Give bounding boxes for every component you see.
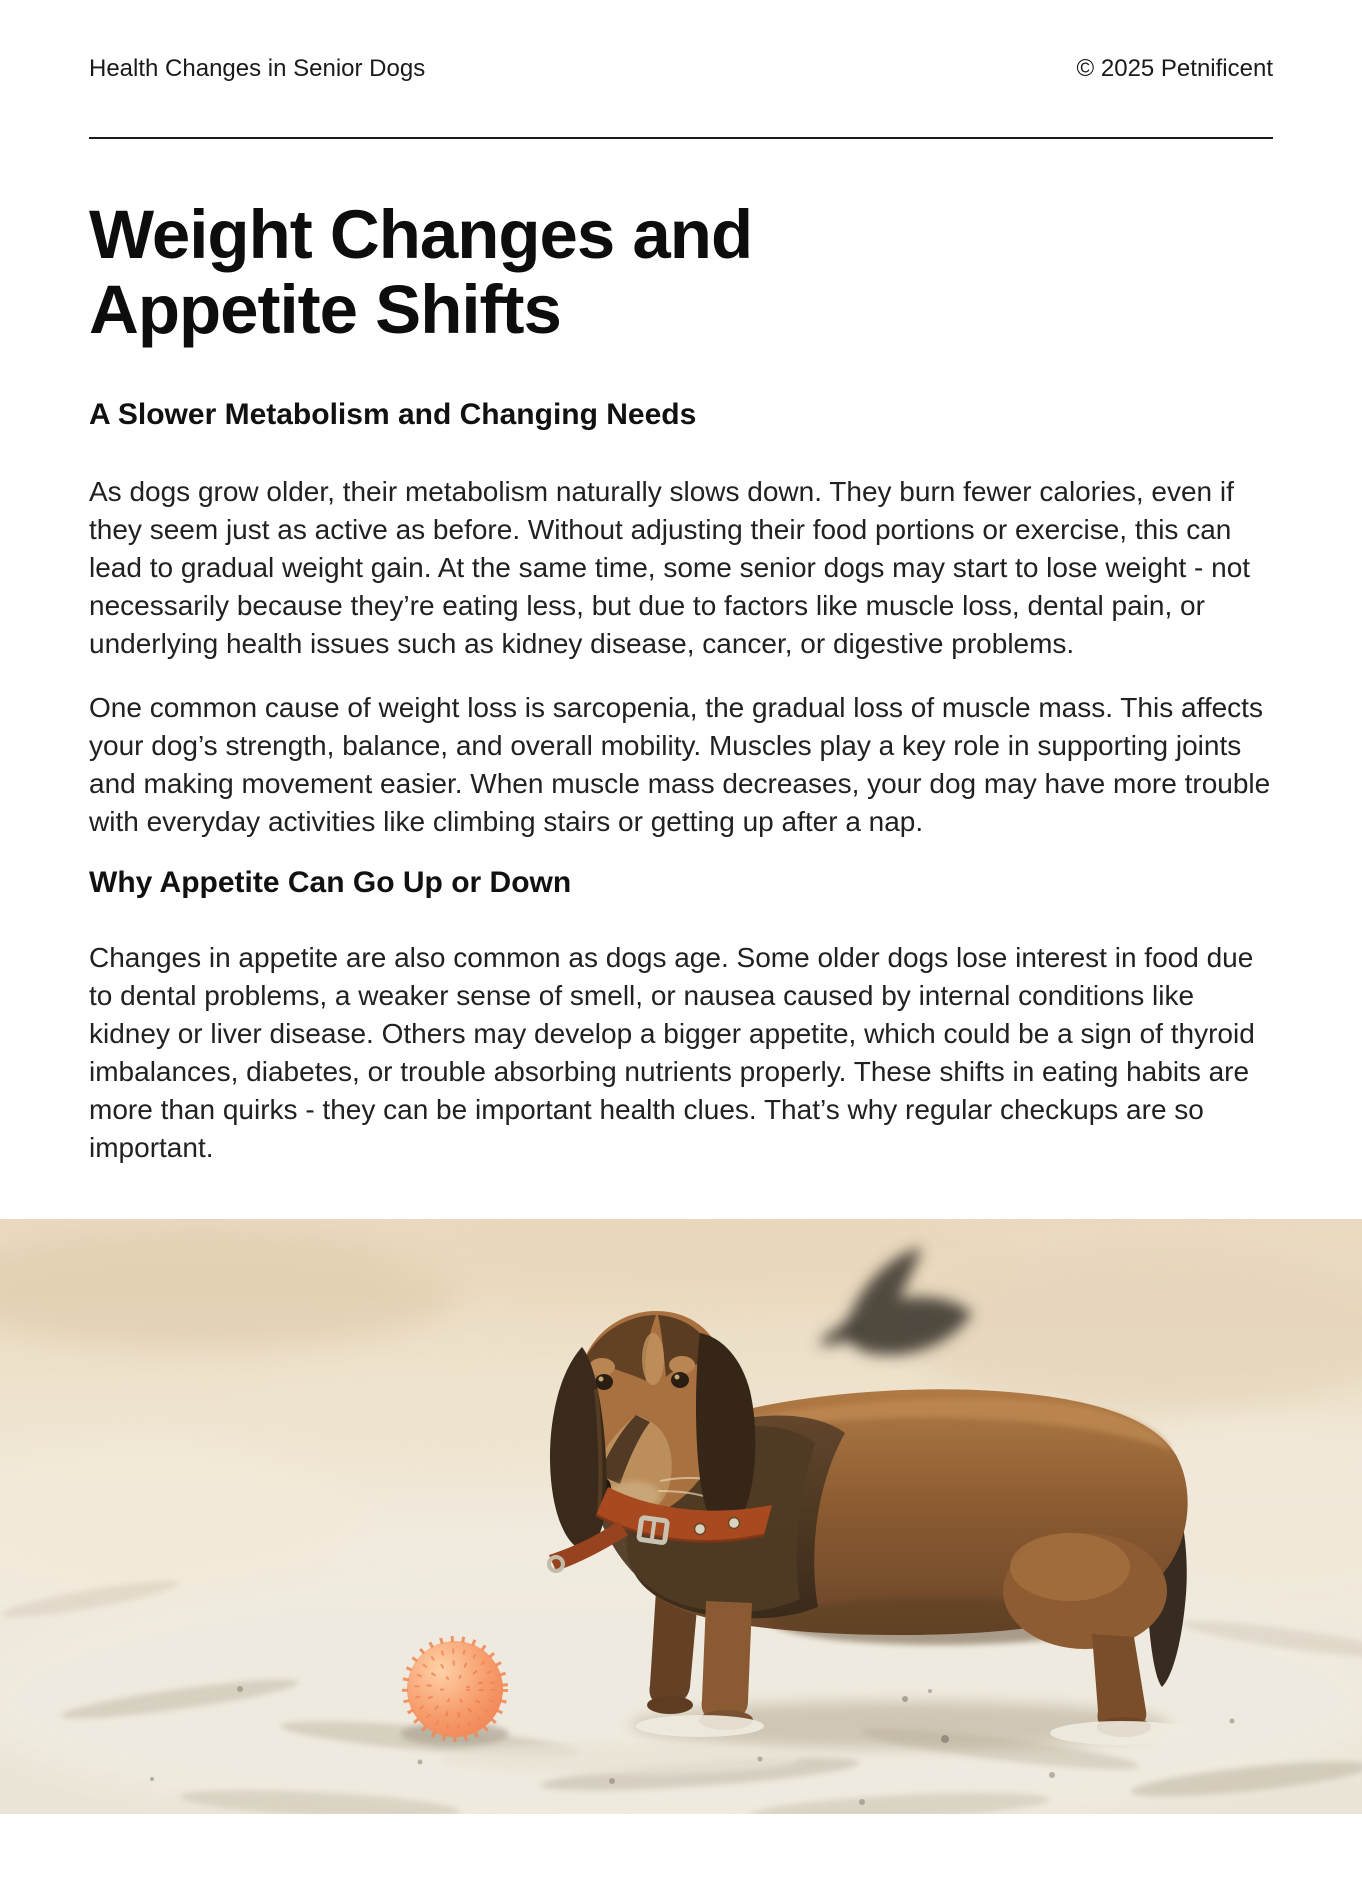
header-divider [89,137,1273,139]
dachshund-beach-photo [0,1219,1362,1814]
page-content [0,54,1362,1167]
header-copyright: © 2025 Petnificent [1076,55,1273,82]
section-heading-metabolism: A Slower Metabolism and Changing Needs [89,398,697,431]
dog-left-eye [595,1374,613,1390]
page-title-line-1: Weight Changes and [89,196,753,273]
section-heading-appetite: Why Appetite Can Go Up or Down [89,866,572,899]
page-title-line-2: Appetite Shifts [89,271,561,348]
paragraph-appetite-1: Changes in appetite are also common as dogs age. Some older dogs lose interest in food due to dental problems, a weaker sense of smell, or nausea caused by internal conditions like kidney or liver disease. Others may develop a bigger appetite, which could be a sign of thyroid imbalances, diabetes, or trouble absorbing nutrients properly. These shifts in eating habits are more than quirks - they can be important health clues. That’s why regular checkups are so important. [89,942,1255,1163]
paragraph-metabolism-1: As dogs grow older, their metabolism naturally slows down. They burn fewer calories, even if they seem just as active as before. Without adjusting their food portions or exercise, this can lead to gradual weight gain. At the same time, some senior dogs may start to lose weight - not necessarily because they’re eating less, but due to factors like muscle loss, dental pain, or underlying health issues such as kidney disease, cancer, or digestive problems. [89,476,1251,659]
page-title [89,197,1273,347]
header-doc-title: Health Changes in Senior Dogs [89,55,426,82]
dog-right-eye [671,1372,689,1388]
dog-near-front-leg [702,1601,752,1720]
paragraph-metabolism-2: One common cause of weight loss is sarcopenia, the gradual loss of muscle mass. This affects your dog’s strength, balance, and overall mobility. Muscles play a key role in supporting joints and making movement easier. When muscle mass decreases, your dog may have more trouble with everyday activities like climbing stairs or getting up after a nap. [89,692,1271,837]
page-header [89,54,1273,84]
dachshund-beach-illustration [0,1219,1362,1814]
dog-forehead-blaze [642,1333,664,1385]
